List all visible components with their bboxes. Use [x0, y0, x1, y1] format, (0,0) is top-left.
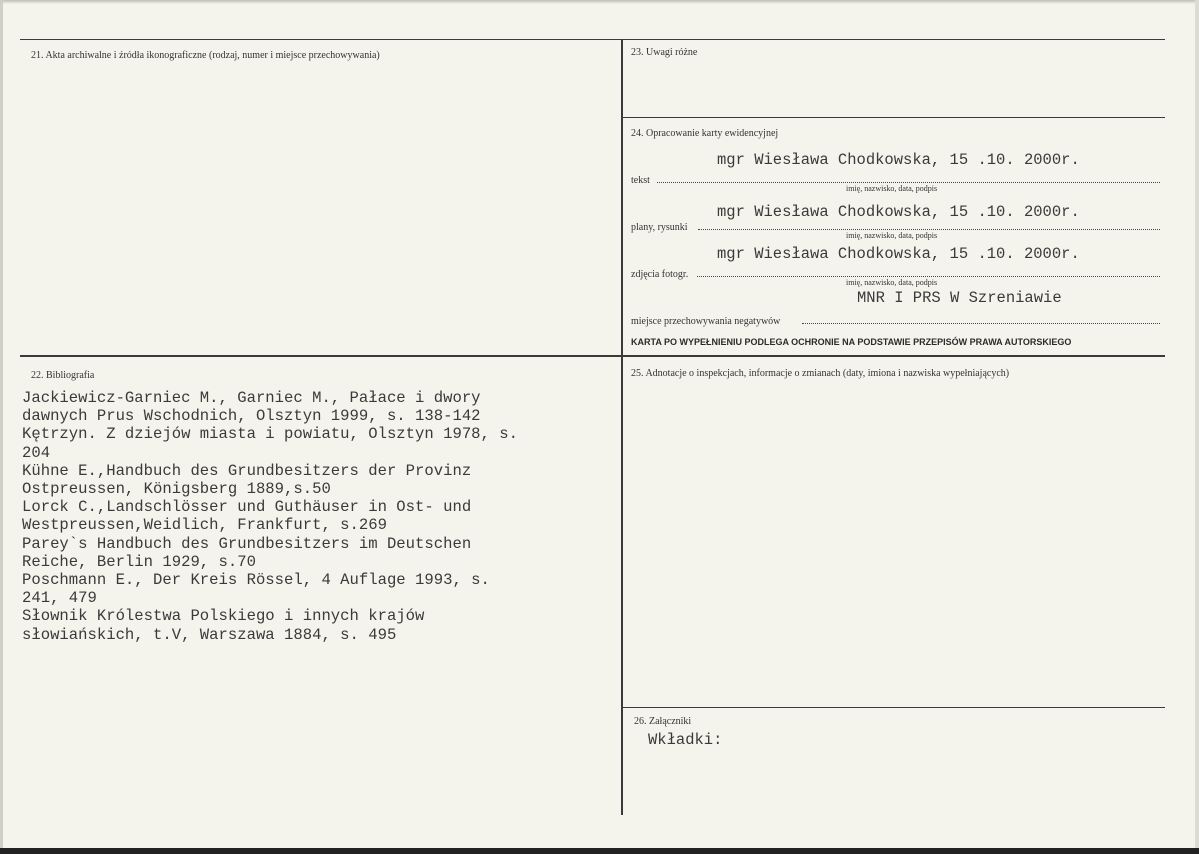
section-23-label: 23. Uwagi różne: [631, 47, 698, 58]
bibliography-entry: Jackiewicz-Garniec M., Garniec M., Pałace i dwory dawnych Prus Wschodnich, Olsztyn 1999, s. 138-142: [22, 389, 481, 426]
bibliography-entry: Lorck C.,Landschlösser und Guthäuser in Ost- und Westpreussen,Weidlich, Frankfurt, s.269: [22, 498, 472, 535]
top-border: [20, 39, 1165, 40]
bibliography-entry: Słownik Królestwa Polskiego i innych krajów słowiańskich, t.V, Warszawa 1884, s. 495: [22, 607, 425, 644]
negatives-dotted-line: [802, 323, 1160, 324]
bibliography-entry: Poschmann E., Der Kreis Rössel, 4 Auflage 1993, s. 241, 479: [22, 571, 490, 608]
section-25-26-separator: [622, 707, 1165, 708]
photos-caption: imię, nazwisko, data, podpis: [846, 278, 938, 287]
negatives-location-value: MNR I PRS W Szreniawie: [857, 289, 1062, 307]
center-vertical-line: [621, 39, 623, 815]
negatives-field-label: miejsce przechowywania negatywów: [631, 316, 781, 327]
text-author-value: mgr Wiesława Chodkowska, 15 .10. 2000r.: [717, 151, 1080, 169]
drawings-dotted-line: [698, 229, 1160, 230]
text-field-label: tekst: [631, 175, 650, 186]
attachments-value: Wkładki:: [648, 731, 723, 749]
photos-field-label: zdjęcia fotogr.: [631, 269, 689, 280]
paper-edge-right: [1195, 0, 1199, 854]
drawings-author-value: mgr Wiesława Chodkowska, 15 .10. 2000r.: [717, 203, 1080, 221]
section-25-label: 25. Adnotacje o inspekcjach, informacje o zmianach (daty, imiona i nazwiska wypełniających): [631, 368, 1010, 379]
text-caption: imię, nazwisko, data, podpis: [846, 184, 938, 193]
bibliography-entry: Kühne E.,Handbuch des Grundbesitzers der Provinz Ostpreussen, Königsberg 1889,s.50: [22, 461, 472, 499]
photos-dotted-line: [697, 276, 1160, 277]
photos-author-value: mgr Wiesława Chodkowska, 15 .10. 2000r.: [717, 245, 1080, 263]
drawings-caption: imię, nazwisko, data, podpis: [846, 231, 938, 240]
paper-edge-bottom: [0, 848, 1199, 854]
section-23-24-separator: [622, 117, 1165, 118]
bibliography-list: [22, 389, 602, 644]
middle-divider-line: [20, 355, 1165, 357]
drawings-field-label: plany, rysunki: [631, 222, 688, 233]
paper-edge-top: [0, 0, 1199, 4]
section-26-label: 26. Załączniki: [634, 716, 692, 727]
section-24-label: 24. Opracowanie karty ewidencyjnej: [631, 128, 779, 139]
paper-edge-left: [0, 0, 3, 854]
section-22-label: 22. Bibliografia: [31, 370, 95, 381]
bibliography-entry: Kętrzyn. Z dziejów miasta i powiatu, Olsztyn 1978, s. 204: [22, 425, 518, 462]
text-dotted-line: [657, 182, 1160, 183]
section-21-label: 21. Akta archiwalne i źródła ikonograficzne (rodzaj, numer i miejsce przechowywania): [31, 50, 380, 61]
bibliography-entry: Parey`s Handbuch des Grundbesitzers im Deutschen Reiche, Berlin 1929, s.70: [22, 534, 472, 571]
copyright-notice: KARTA PO WYPEŁNIENIU PODLEGA OCHRONIE NA PODSTAWIE PRZEPISÓW PRAWA AUTORSKIEGO: [631, 337, 1072, 347]
